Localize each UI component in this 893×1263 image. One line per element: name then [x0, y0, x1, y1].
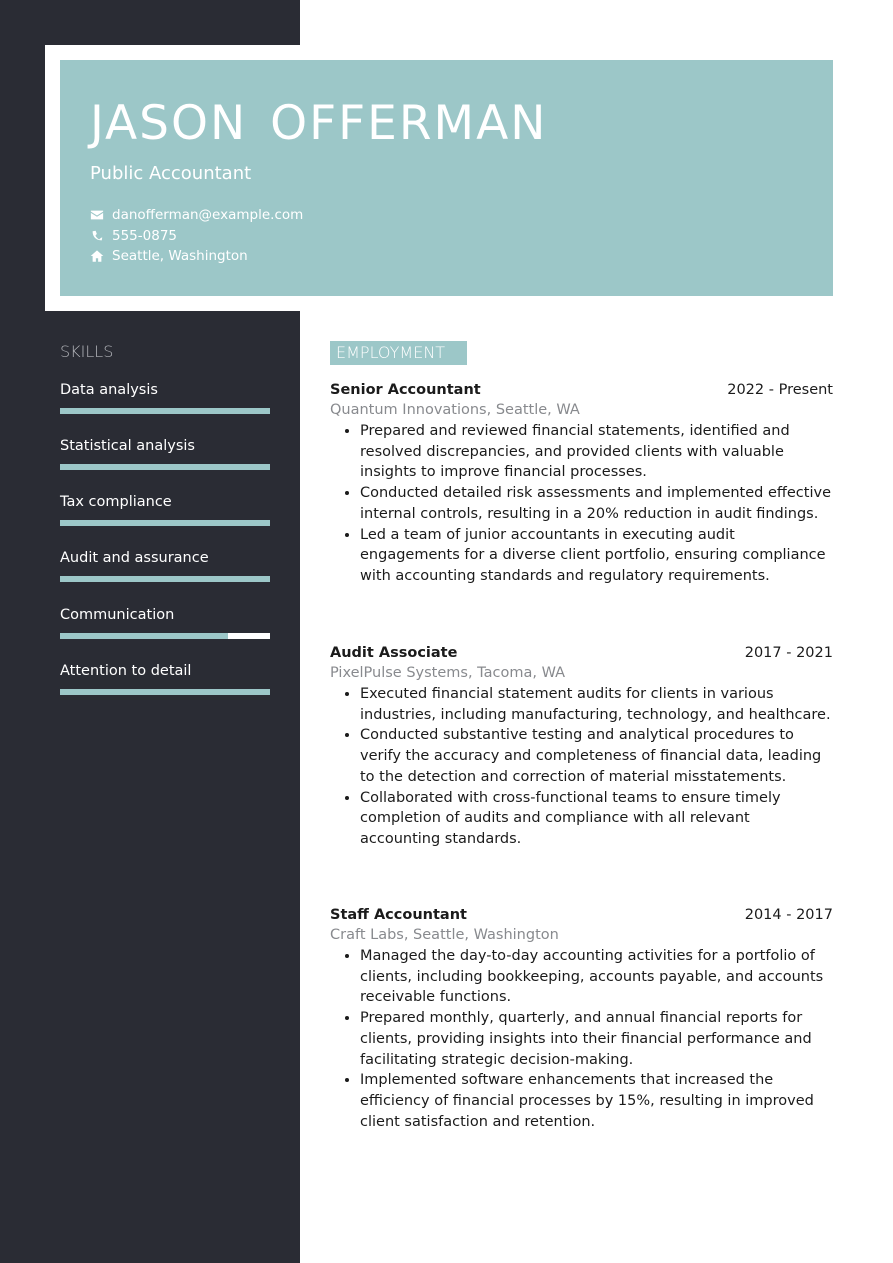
skill-item: [60, 605, 270, 625]
skill-label: Statistical analysis: [60, 438, 195, 454]
list-item: • Implemented software enhancements that increased the efficiency of financial processes by 15%, resulting in improved client satisfaction and retention.: [360, 1070, 833, 1132]
header: [60, 60, 833, 296]
contact-location-text: Seattle, Washington: [112, 248, 248, 265]
skill-bar-fill: [60, 520, 270, 526]
contact-location: [90, 246, 303, 267]
skills-heading: SKILLS: [60, 342, 114, 361]
skill-label: Communication: [60, 607, 175, 623]
job-entry: [330, 380, 833, 587]
skill-item: [60, 380, 270, 400]
job-dates: 2017 - 2021: [744, 645, 833, 661]
envelope-icon: [90, 208, 104, 222]
list-item: • Led a team of junior accountants in executing audit engagements for a diverse client portfolio, ensuring compliance with accounting standards and regulatory requirements.: [360, 525, 833, 587]
employment-section: [330, 341, 833, 1130]
job-dates: 2022 - Present: [727, 382, 833, 398]
job-header: [330, 643, 833, 663]
job-entry: [330, 905, 833, 1132]
skill-bar: [60, 689, 270, 695]
skill-bar: [60, 576, 270, 582]
job-bullets: [330, 946, 833, 1132]
list-item: • Managed the day-to-day accounting activities for a portfolio of clients, including bookkeeping, accounts payable, and accounts receivable functions.: [360, 946, 833, 1008]
home-icon: [90, 249, 104, 263]
contact-list: [90, 205, 303, 267]
job-company: PixelPulse Systems, Tacoma, WA: [330, 665, 566, 681]
job-bullets: [330, 684, 833, 850]
skill-item: [60, 548, 270, 568]
list-item: • Conducted detailed risk assessments and implemented effective internal controls, resulting in a 20% reduction in audit findings.: [360, 483, 833, 524]
list-item: • Prepared and reviewed financial statements, identified and resolved discrepancies, and provided clients with valuable insights to improve financial processes.: [360, 421, 833, 483]
job-role: Staff Accountant: [330, 907, 467, 923]
job-entry: [330, 643, 833, 850]
job-dates: 2014 - 2017: [744, 907, 833, 923]
contact-email[interactable]: [90, 205, 303, 226]
job-company: Quantum Innovations, Seattle, WA: [330, 402, 580, 418]
skills-section: [60, 340, 270, 679]
contact-email-text: danofferman@example.com: [112, 207, 304, 224]
list-item: • Executed financial statement audits for clients in various industries, including manufacturing, technology, and healthcare.: [360, 684, 833, 725]
job-bullets: [330, 421, 833, 587]
job-header: [330, 905, 833, 925]
phone-icon: [90, 229, 104, 243]
skill-label: Attention to detail: [60, 663, 192, 679]
job-role: Senior Accountant: [330, 382, 481, 398]
skill-bar-fill: [60, 576, 270, 582]
skill-bar: [60, 633, 270, 639]
skill-bar: [60, 408, 270, 414]
candidate-title: Public Accountant: [90, 163, 252, 184]
skill-bar: [60, 520, 270, 526]
skill-bar-fill: [60, 689, 270, 695]
skill-item: [60, 661, 270, 681]
contact-phone[interactable]: [90, 226, 303, 247]
skill-bar-fill: [60, 464, 270, 470]
skill-bar-fill: [60, 408, 270, 414]
skill-label: Audit and assurance: [60, 550, 209, 566]
list-item: • Prepared monthly, quarterly, and annual financial reports for clients, providing insights into their financial performance and facilitating strategic decision-making.: [360, 1008, 833, 1070]
skill-bar-fill: [60, 633, 228, 639]
skill-label: Tax compliance: [60, 494, 172, 510]
job-header: [330, 380, 833, 400]
contact-phone-text: 555-0875: [112, 227, 177, 244]
job-role: Audit Associate: [330, 645, 458, 661]
job-company: Craft Labs, Seattle, Washington: [330, 927, 559, 943]
skill-item: [60, 492, 270, 512]
skill-label: Data analysis: [60, 382, 158, 398]
list-item: • Collaborated with cross-functional teams to ensure timely completion of audits and compliance with all relevant accounting standards.: [360, 788, 833, 850]
skill-bar: [60, 464, 270, 470]
employment-heading: EMPLOYMENT: [330, 341, 467, 365]
list-item: • Conducted substantive testing and analytical procedures to verify the accuracy and completeness of financial data, leading to the detection and correction of material misstatements.: [360, 725, 833, 787]
skill-item: [60, 436, 270, 456]
candidate-name: JASON OFFERMAN: [90, 96, 548, 151]
